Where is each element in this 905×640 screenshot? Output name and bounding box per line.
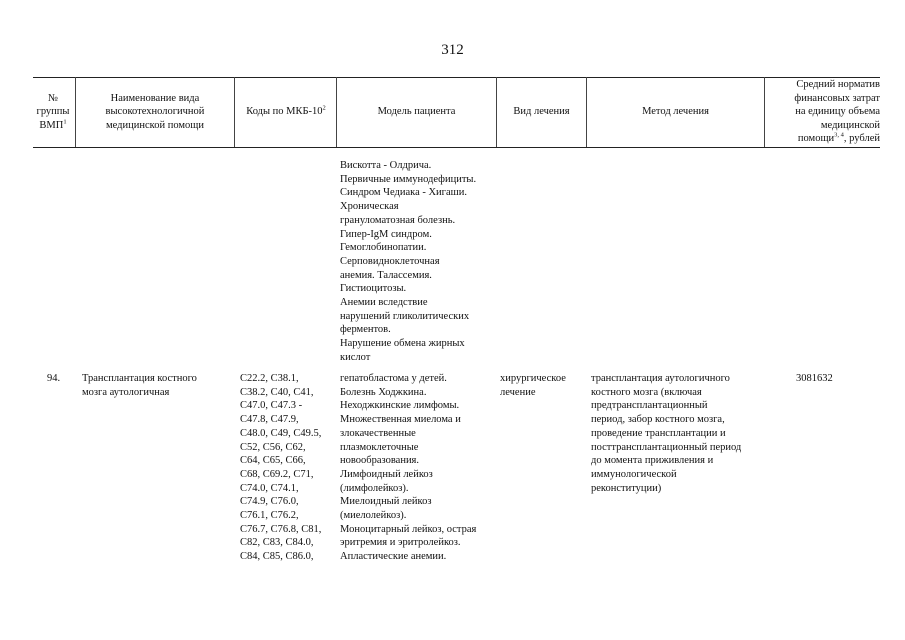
header-group-number-text: № группы ВМП bbox=[36, 92, 70, 131]
header-icd-codes bbox=[236, 79, 336, 145]
header-cost-unit: , рублей bbox=[843, 133, 880, 145]
header-treatment-method: Метод лечения bbox=[642, 106, 709, 118]
header-cost bbox=[765, 78, 880, 146]
row-group-number: 94. bbox=[47, 373, 61, 384]
row-treatment-type: хирургическое лечение bbox=[500, 373, 566, 398]
header-bottom-border bbox=[33, 147, 880, 148]
row-cost: 3081632 bbox=[796, 373, 833, 384]
header-group-number bbox=[33, 79, 73, 145]
row-treatment-method: трансплантация аутологичного костного мозга (включая предтрансплантационный период, забор костного мозга, проведение трансплантации и посттрансплантационный период до момента приживления и иммунологической реконституции) bbox=[591, 373, 742, 494]
footnote-marker: 3, 4 bbox=[834, 131, 844, 139]
row-patient-model: гепатобластома у детей. Болезнь Ходжкина. Неходжкинские лимфомы. Множественная миелома и злокачественные плазмоклеточные новообразования. Лимфоидный лейкоз (лимфолейкоз). Миелоидный лейкоз (миелолейкоз). Моноцитарный лейкоз, острая эритремия и эритролейкоз. Апластические анемии. bbox=[340, 373, 477, 563]
row-care-type: Трансплантация костного мозга аутологичная bbox=[82, 373, 197, 398]
header-treatment-type: Вид лечения bbox=[513, 106, 570, 118]
continued-patient-model: Вискотта - Олдрича. Первичные иммунодефициты. Синдром Чедиака - Хигаши. Хроническая грануломатозная болезнь. Гипер-IgM синдром. Гемоглобинопатии. Серповидноклеточная анемия. Талассемия. Гистиоцитозы. Анемии вследствие нарушений гликолитических ферментов. Нарушение обмена жирных кислот bbox=[340, 160, 477, 363]
footnote-marker: 2 bbox=[322, 104, 326, 112]
page-number: 312 bbox=[441, 42, 464, 58]
table-top-border bbox=[33, 77, 880, 78]
header-care-type: Наименование вида высокотехнологичной медицинской помощи bbox=[105, 92, 205, 131]
header-cost-text: Средний норматив финансовых затрат на единицу объема медицинской помощи bbox=[794, 79, 880, 145]
column-divider bbox=[234, 77, 235, 147]
header-icd-codes-text: Коды по МКБ-10 bbox=[246, 106, 323, 118]
header-patient-model: Модель пациента bbox=[377, 106, 456, 118]
footnote-marker: 1 bbox=[63, 118, 67, 126]
row-icd-codes: C22.2, C38.1, C38.2, C40, C41, C47.0, C47.3 - C47.8, C47.9, C48.0, C49, C49.5, C52, C56, C62, C64, C65, C66, C68, C69.2, C71, C74.0, C74.1, C74.9, C76.0, C76.1, C76.2, C76.7, C76.8, C81, C82, C83, C84.0, C84, C85, C86.0, bbox=[240, 373, 322, 563]
